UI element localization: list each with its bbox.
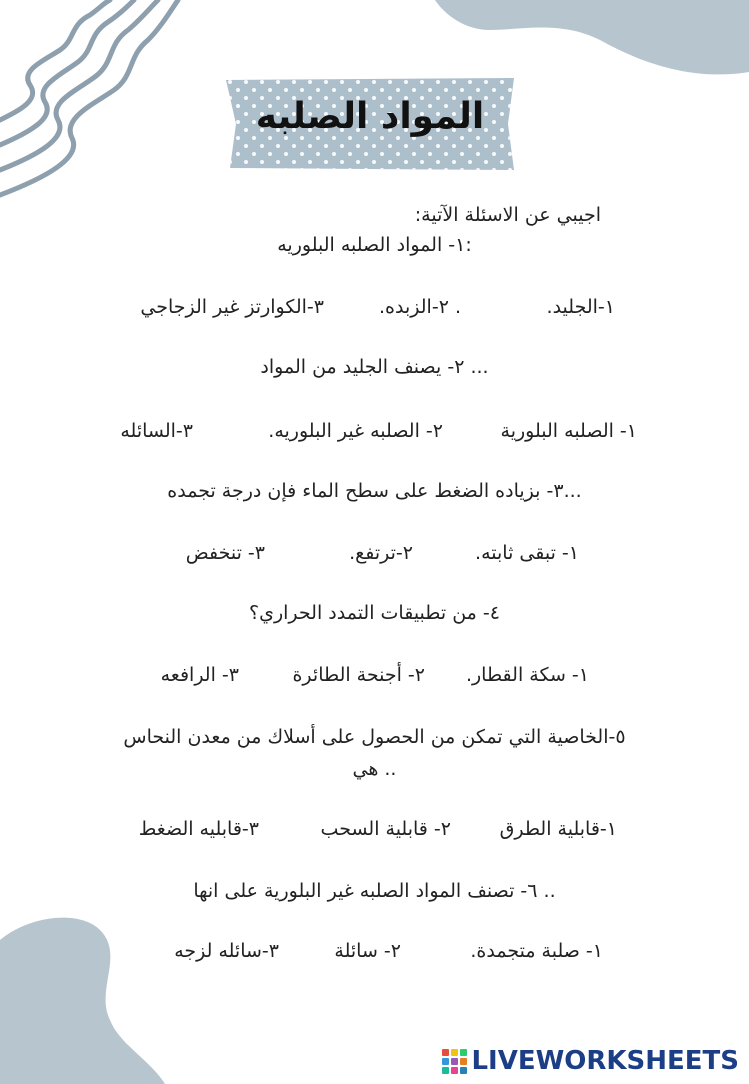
instructions: اجيبي عن الاسئلة الآتية: [414,204,601,226]
q2-option-1: ١- الصلبه البلورية [500,420,637,442]
q6-option-3: ٣-سائله لزجه [174,940,279,962]
q3-option-1: ١- تبقى ثابته. [475,542,579,564]
top-left-waves [0,0,178,195]
brand-name: LIVEWORKSHEETS [471,1046,739,1076]
q3-option-2: ٢-ترتفع. [349,542,413,564]
q5-option-2: ٢- قابلية السحب [320,818,451,840]
q4-option-3: ٣- الرافعه [160,664,239,686]
q1-option-2: . ٢-الزبده. [379,296,461,318]
liveworksheets-logo[interactable] [442,1044,739,1078]
q1-option-1: ١-الجليد. [546,296,615,318]
logo-grid-icon [442,1049,467,1074]
q5-option-3: ٣-قابليه الضغط [138,818,259,840]
question-5: ٥-الخاصية التي تمكن من الحصول على أسلاك من معدن النحاس [123,726,626,748]
q1-option-3: ٣-الكوارتز غير الزجاجي [140,296,324,318]
page-title: المواد الصلبه [255,96,485,137]
question-5-continued: .. هي [352,758,397,780]
q6-option-2: ٢- سائلة [334,940,401,962]
q4-option-1: ١- سكة القطار. [465,664,589,686]
q4-option-2: ٢- أجنحة الطائرة [292,664,425,686]
question-1: :١- المواد الصلبه البلوريه [277,234,472,256]
q2-option-3: ٣-السائله [120,420,193,442]
question-4: ٤- من تطبيقات التمدد الحراري؟ [249,602,500,624]
q3-option-3: ٣- تنخفض [185,542,265,564]
q2-option-2: ٢- الصلبه غير البلوريه. [268,420,443,442]
q5-option-1: ١-قابلية الطرق [499,818,617,840]
question-2: ... ٢- يصنف الجليد من المواد [260,356,489,378]
question-3: ...٣- بزياده الضغط على سطح الماء فإن درجة تجمده [167,480,582,502]
top-right-blob [435,0,749,74]
question-6: .. ٦- تصنف المواد الصلبه غير البلورية على انها [193,880,556,902]
bottom-left-blob [0,918,165,1084]
q6-option-1: ١- صلبة متجمدة. [470,940,603,962]
